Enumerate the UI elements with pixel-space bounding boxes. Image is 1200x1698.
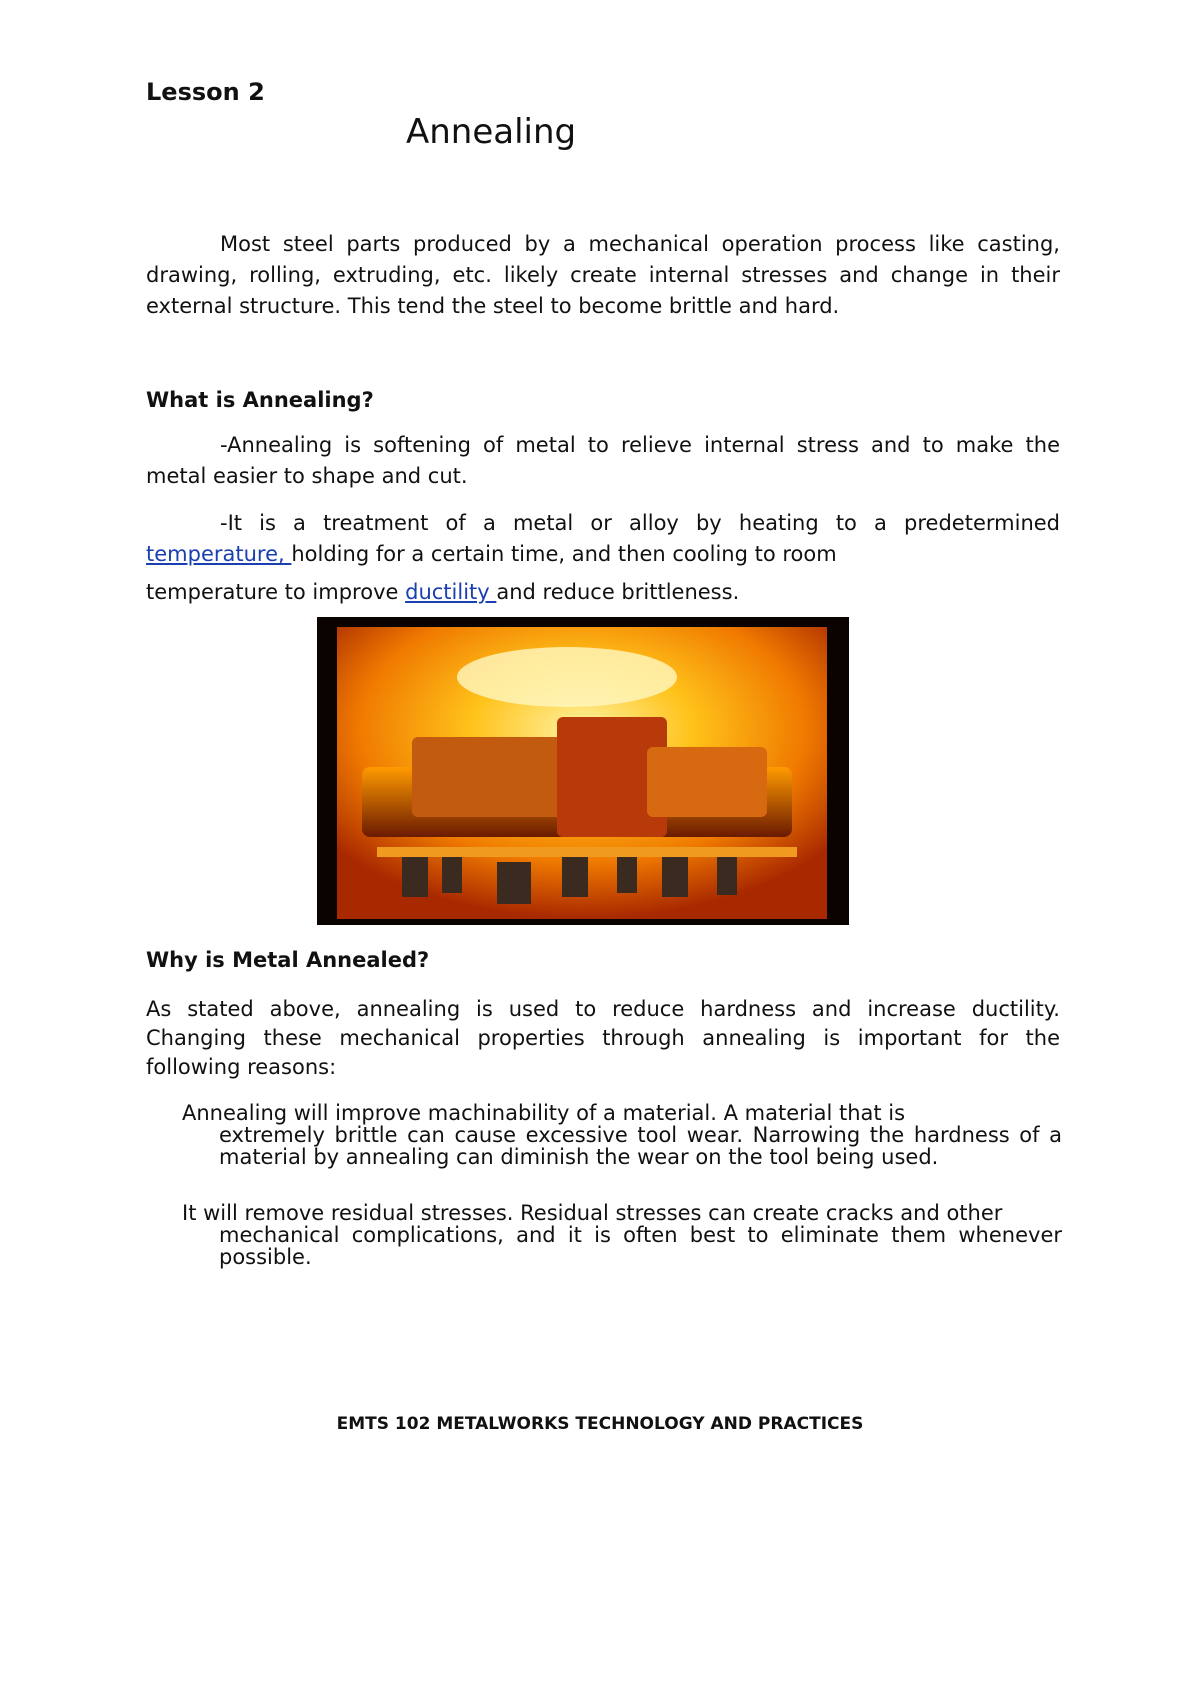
- furnace-illustration: [317, 617, 849, 925]
- why-heading: Why is Metal Annealed?: [146, 948, 430, 972]
- why-paragraph: As stated above, annealing is used to reduce hardness and increase ductility. Changing these mechanical properties through annealing is important for the following reasons:: [146, 997, 1060, 1079]
- intro-paragraph: Most steel parts produced by a mechanical operation process like casting, drawing, rolling, extruding, etc. likely create internal stresses and change in their external structure. This tend the steel to become brittle and hard.: [146, 232, 1060, 318]
- annealing-furnace-image: [317, 617, 849, 925]
- what-p2-text-b: holding for a certain time, and then cooling to room: [291, 542, 837, 566]
- what-heading: What is Annealing?: [146, 388, 374, 412]
- temperature-link[interactable]: temperature,: [146, 542, 292, 566]
- what-p2-text-d: and reduce brittleness.: [496, 580, 740, 604]
- what-p2-text-c: temperature to improve: [146, 580, 406, 604]
- what-paragraph-1: -Annealing is softening of metal to relieve internal stress and to make the metal easier to shape and cut.: [146, 433, 1060, 488]
- what-p2-text-a: -It is a treatment of a metal or alloy by heating to a predetermined: [220, 511, 1060, 535]
- page-title: Annealing: [406, 112, 577, 152]
- reason-1-first-line: Annealing will improve machinability of a material. A material that is: [182, 1101, 906, 1125]
- lesson-label: Lesson 2: [146, 78, 265, 106]
- reason-2-first-line: It will remove residual stresses. Residual stresses can create cracks and other: [182, 1201, 1003, 1225]
- ductility-link[interactable]: ductility: [405, 580, 497, 604]
- page-footer: EMTS 102 METALWORKS TECHNOLOGY AND PRACTICES: [336, 1414, 864, 1434]
- reason-2-rest: mechanical complications, and it is often best to eliminate them whenever possible.: [219, 1223, 1062, 1269]
- what-paragraph-2: [146, 508, 1060, 570]
- what-paragraph-2-cont: [146, 580, 739, 604]
- reason-item-2: [182, 1202, 1062, 1268]
- reason-1-rest: extremely brittle can cause excessive tool wear. Narrowing the hardness of a material by annealing can diminish the wear on the tool being used.: [219, 1123, 1062, 1169]
- reason-item-1: [182, 1102, 1062, 1168]
